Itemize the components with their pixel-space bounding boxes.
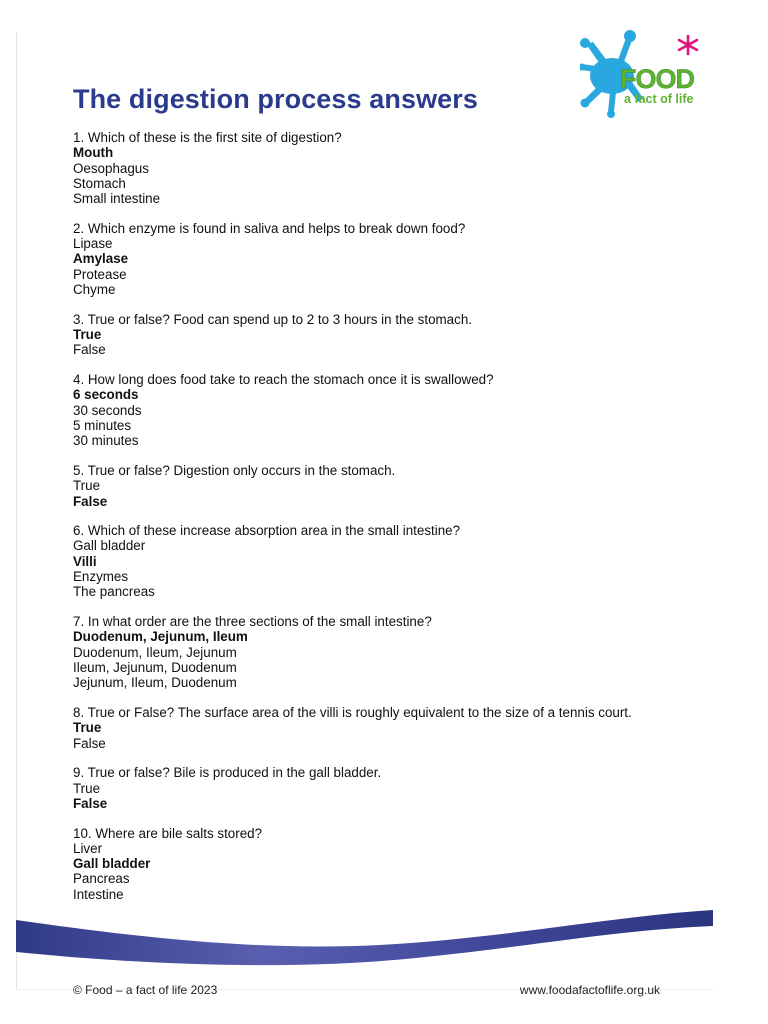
question-block: [73, 705, 703, 751]
answer-option: Intestine: [73, 886, 124, 902]
answer-option: Stomach: [73, 175, 126, 191]
question-text: 9. True or false? Bile is produced in the gall bladder.: [73, 765, 382, 781]
answer-option: Gall bladder: [73, 538, 146, 554]
answer-option: Small intestine: [73, 191, 161, 207]
answer-option: Protease: [73, 266, 127, 282]
question-block: [73, 523, 703, 599]
correct-answer: False: [73, 795, 108, 811]
answer-option: The pancreas: [73, 584, 155, 600]
correct-answer: Villi: [73, 553, 97, 569]
answer-option: True: [73, 780, 101, 796]
answer-option: Pancreas: [73, 871, 130, 887]
answer-option: 5 minutes: [73, 417, 132, 433]
question-block: [73, 221, 703, 297]
question-block: [73, 130, 703, 206]
question-text: 10. Where are bile salts stored?: [73, 825, 263, 841]
answer-option: False: [73, 342, 106, 358]
question-block: [73, 826, 703, 902]
answer-option: Duodenum, Ileum, Jejunum: [73, 644, 237, 660]
food-a-fact-of-life-logo: [580, 30, 712, 120]
answer-option: Chyme: [73, 282, 116, 298]
answer-option: Lipase: [73, 236, 113, 252]
question-text: 7. In what order are the three sections of the small intestine?: [73, 614, 432, 630]
logo-tagline: a fact of life: [624, 92, 694, 106]
answer-option: True: [73, 478, 101, 494]
footer-copyright: © Food – a fact of life 2023: [73, 983, 218, 997]
question-text: 6. Which of these increase absorption area in the small intestine?: [73, 523, 461, 539]
correct-answer: True: [73, 720, 102, 736]
question-text: 5. True or false? Digestion only occurs in the stomach.: [73, 462, 396, 478]
question-block: [73, 372, 703, 448]
answer-option: 30 minutes: [73, 433, 139, 449]
question-text: 1. Which of these is the first site of digestion?: [73, 130, 342, 145]
correct-answer: Amylase: [73, 251, 129, 267]
question-block: [73, 463, 703, 509]
answer-option: 30 seconds: [73, 402, 142, 418]
question-block: [73, 614, 703, 690]
footer-website-link[interactable]: www.foodafactoflife.org.uk: [519, 983, 660, 997]
answer-option: Liver: [73, 840, 103, 856]
answer-option: Ileum, Jejunum, Duodenum: [73, 659, 237, 675]
quiz-answers: [73, 130, 703, 916]
correct-answer: True: [73, 327, 102, 343]
correct-answer: Gall bladder: [73, 856, 151, 872]
correct-answer: False: [73, 493, 108, 509]
page-edge: [16, 32, 17, 990]
decorative-wave: [16, 900, 713, 980]
correct-answer: 6 seconds: [73, 387, 139, 403]
question-text: 4. How long does food take to reach the stomach once it is swallowed?: [73, 372, 494, 388]
answer-option: Enzymes: [73, 569, 129, 585]
page-title: The digestion process answers: [73, 84, 479, 114]
question-block: [73, 312, 703, 358]
correct-answer: Mouth: [73, 145, 114, 161]
logo-word: FOOD: [620, 64, 694, 94]
question-block: [73, 765, 703, 811]
question-text: 8. True or False? The surface area of the villi is roughly equivalent to the size of a tennis court.: [73, 704, 632, 720]
question-text: 2. Which enzyme is found in saliva and helps to break down food?: [73, 220, 466, 236]
answer-option: Jejunum, Ileum, Duodenum: [73, 675, 237, 691]
answer-option: Oesophagus: [73, 160, 149, 176]
correct-answer: Duodenum, Jejunum, Ileum: [73, 629, 248, 645]
question-text: 3. True or false? Food can spend up to 2 to 3 hours in the stomach.: [73, 311, 472, 327]
answer-option: False: [73, 735, 106, 751]
